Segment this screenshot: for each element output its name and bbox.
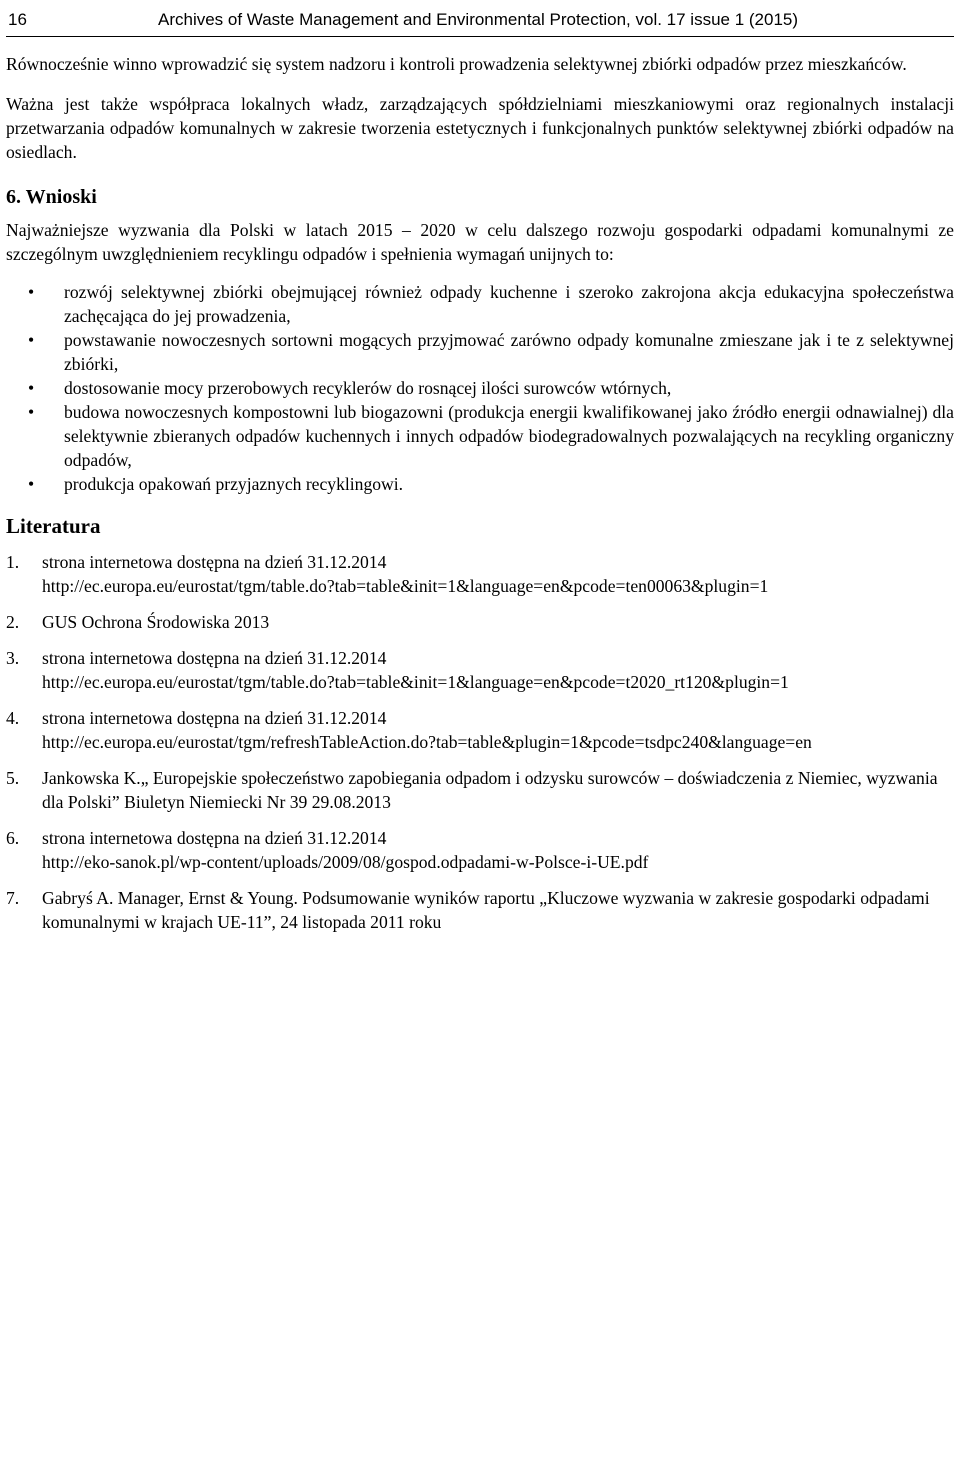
running-header: [6, 10, 954, 32]
list-item: [6, 328, 954, 376]
journal-title: Archives of Waste Management and Environmental Protection, vol. 17 issue 1 (2015): [158, 10, 799, 29]
reference-link[interactable]: http://ec.europa.eu/eurostat/tgm/table.do?tab=table&init=1&language=en&pcode=ten00063&plugin=1: [42, 576, 769, 596]
list-item-text: powstawanie nowoczesnych sortowni mogących przyjmować zarówno odpady komunalne zmieszane jak i te z selektywnej zbiórki,: [64, 330, 954, 374]
reference-number: 1.: [6, 552, 20, 572]
reference-number: 5.: [6, 768, 20, 788]
reference-item: [6, 610, 954, 634]
article-body: [6, 52, 954, 946]
list-item: [6, 376, 954, 400]
challenges-list: [6, 280, 954, 496]
reference-item: [6, 550, 954, 598]
reference-text: GUS Ochrona Środowiska 2013: [42, 612, 270, 632]
page-number: 16: [8, 10, 27, 29]
reference-text: strona internetowa dostępna na dzień 31.12.2014: [42, 708, 387, 728]
reference-item: [6, 886, 954, 934]
reference-number: 3.: [6, 648, 20, 668]
reference-link[interactable]: http://ec.europa.eu/eurostat/tgm/table.do?tab=table&init=1&language=en&pcode=t2020_rt120&plugin=1: [42, 672, 789, 692]
list-item: [6, 280, 954, 328]
reference-item: [6, 646, 954, 694]
section-heading: 6. Wnioski: [6, 186, 97, 208]
list-item-text: rozwój selektywnej zbiórki obejmującej również odpady kuchenne i szeroko zakrojona akcja edukacyjna społeczeństwa zachęcająca do jej prowadzenia,: [64, 282, 954, 326]
section-intro: Najważniejsze wyzwania dla Polski w latach 2015 – 2020 w celu dalszego rozwoju gospodarki odpadami komunalnymi ze szczególnym uwzględnieniem recyklingu odpadów i spełnienia wymagań unijnych to:: [6, 220, 954, 264]
reference-text: strona internetowa dostępna na dzień 31.12.2014: [42, 828, 387, 848]
reference-link[interactable]: http://ec.europa.eu/eurostat/tgm/refreshTableAction.do?tab=table&plugin=1&pcode=tsdpc240&language=en: [42, 732, 812, 752]
reference-text: strona internetowa dostępna na dzień 31.12.2014: [42, 552, 387, 572]
header-divider: [6, 36, 954, 37]
list-item: [6, 400, 954, 472]
bullet-icon: •: [28, 330, 35, 350]
references-heading: Literatura: [6, 514, 101, 538]
list-item-text: dostosowanie mocy przerobowych recyklerów do rosnącej ilości surowców wtórnych,: [64, 378, 672, 398]
reference-item: [6, 826, 954, 874]
paragraph-cooperation: Ważna jest także współpraca lokalnych władz, zarządzających spółdzielniami mieszkaniowymi oraz regionalnych instalacji przetwarzania odpadów komunalnych w zakresie tworzenia estetycznych i funkcjonalnych punktów selektywnej zbiórki odpadów na osiedlach.: [6, 94, 954, 162]
reference-item: [6, 766, 954, 814]
reference-text: Jankowska K.„ Europejskie społeczeństwo zapobiegania odpadom i odzysku surowców – doświadczenia z Niemiec, wyzwania dla Polski” Biuletyn Niemiecki Nr 39 29.08.2013: [42, 768, 938, 812]
bullet-icon: •: [28, 282, 35, 302]
list-item-text: budowa nowoczesnych kompostowni lub biogazowni (produkcja energii kwalifikowanej jako źródło energii odnawialnej) dla selektywnie zbieranych odpadów kuchennych i innych odpadów biodegradowalnych pozwalających na recykling organiczny odpadów,: [64, 402, 954, 470]
reference-number: 6.: [6, 828, 20, 848]
reference-text: strona internetowa dostępna na dzień 31.12.2014: [42, 648, 387, 668]
bullet-icon: •: [28, 474, 35, 494]
reference-text: Gabryś A. Manager, Ernst & Young. Podsumowanie wyników raportu „Kluczowe wyzwania w zakresie gospodarki odpadami komunalnymi w krajach UE-11”, 24 listopada 2011 roku: [42, 888, 930, 932]
paragraph-supervision: Równocześnie winno wprowadzić się system nadzoru i kontroli prowadzenia selektywnej zbiórki odpadów przez mieszkańców.: [6, 54, 907, 74]
references-list: [6, 550, 954, 934]
bullet-icon: •: [28, 378, 35, 398]
reference-number: 2.: [6, 612, 20, 632]
bullet-icon: •: [28, 402, 35, 422]
reference-number: 4.: [6, 708, 20, 728]
reference-number: 7.: [6, 888, 20, 908]
list-item-text: produkcja opakowań przyjaznych recyklingowi.: [64, 474, 404, 494]
reference-link[interactable]: http://eko-sanok.pl/wp-content/uploads/2009/08/gospod.odpadami-w-Polsce-i-UE.pdf: [42, 852, 649, 872]
reference-item: [6, 706, 954, 754]
list-item: [6, 472, 954, 496]
